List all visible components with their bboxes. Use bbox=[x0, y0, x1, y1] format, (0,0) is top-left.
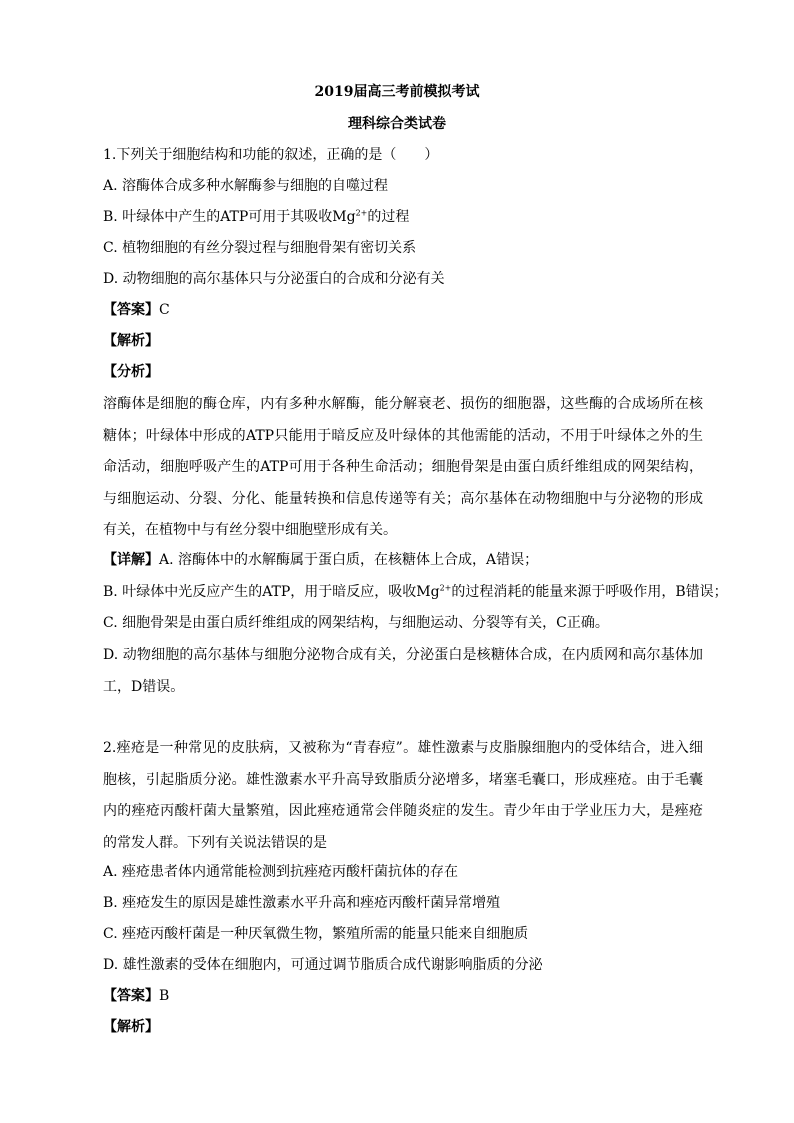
q1-option-c: C. 植物细胞的有丝分裂过程与细胞骨架有密切关系 bbox=[103, 240, 417, 256]
answer-value: C bbox=[159, 302, 170, 318]
answer-value: B bbox=[159, 988, 170, 1004]
q1-option-b bbox=[103, 207, 703, 227]
q1-option-d: D. 动物细胞的高尔基体只与分泌蛋白的合成和分泌有关 bbox=[103, 271, 445, 287]
detail-b-tail: 的过程消耗的能量来源于呼吸作用，B错误； bbox=[451, 584, 728, 600]
q2-option-c: C. 痤疮丙酸杆菌是一种厌氧微生物，繁殖所需的能量只能来自细胞质 bbox=[103, 926, 529, 942]
q2-answer bbox=[103, 986, 703, 1006]
detail-label: 【详解】 bbox=[103, 552, 159, 568]
question-2-stem: 2.痤疮是一种常见的皮肤病，又被称为“青春痘”。雄性激素与皮脂腺细胞内的受体结合，进入细胞核，引起脂质分泌。雄性激素水平升高导致脂质分泌增多，堵塞毛囊口，形成痤疮。由于毛囊内的痤疮丙酸杆菌大量繁殖，因此痤疮通常会伴随炎症的发生。青少年由于学业压力大，是痤疮的常发人群。下列有关说法错误的是 bbox=[103, 740, 703, 851]
answer-label: 【答案】 bbox=[103, 988, 159, 1004]
q1-option-a: A. 溶酶体合成多种水解酶参与细胞的自噬过程 bbox=[103, 178, 389, 194]
q1-detail-b bbox=[103, 582, 728, 602]
exam-title: 2019届高三考前模拟考试 bbox=[314, 84, 480, 100]
answer-label: 【答案】 bbox=[103, 302, 159, 318]
q1-answer bbox=[103, 300, 703, 320]
q1-fenxi-label: 【分析】 bbox=[103, 364, 159, 380]
q1-option-b-tail: 的过程 bbox=[367, 209, 410, 225]
q1-option-b-superscript: 2+ bbox=[355, 208, 368, 218]
detail-b-text: B. 叶绿体中光反应产生的ATP，用于暗反应，吸收Mg bbox=[103, 584, 440, 600]
detail-b-superscript: 2+ bbox=[439, 583, 452, 593]
q1-jiexi-label: 【解析】 bbox=[103, 333, 159, 349]
detail-a-text: A. 溶酶体中的水解酶属于蛋白质，在核糖体上合成，A错误； bbox=[159, 552, 539, 568]
exam-subtitle: 理科综合类试卷 bbox=[348, 116, 446, 132]
q2-option-d: D. 雄性激素的受体在细胞内，可通过调节脂质合成代谢影响脂质的分泌 bbox=[103, 957, 543, 973]
q2-option-a: A. 痤疮患者体内通常能检测到抗痤疮丙酸杆菌抗体的存在 bbox=[103, 864, 459, 880]
q2-jiexi-label: 【解析】 bbox=[103, 1019, 159, 1035]
q1-option-b-text: B. 叶绿体中产生的ATP可用于其吸收Mg bbox=[103, 209, 356, 225]
q1-analysis-paragraph: 溶酶体是细胞的酶仓库，内有多种水解酶，能分解衰老、损伤的细胞器，这些酶的合成场所在核糖体；叶绿体中形成的ATP只能用于暗反应及叶绿体的其他需能的活动，不用于叶绿体之外的生命活动，细胞呼吸产生的ATP可用于各种生命活动；细胞骨架是由蛋白质纤维组成的网架结构，与细胞运动、分裂、分化、能量转换和信息传递等有关；高尔基体在动物细胞中与分泌物的形成有关，在植物中与有丝分裂中细胞壁形成有关。 bbox=[103, 396, 703, 538]
q2-option-b: B. 痤疮发生的原因是雄性激素水平升高和痤疮丙酸杆菌异常增殖 bbox=[103, 895, 501, 911]
q1-detail-d: D. 动物细胞的高尔基体与细胞分泌物合成有关，分泌蛋白是核糖体合成，在内质网和高尔基体加工，D错误。 bbox=[103, 647, 703, 695]
q1-detail-a bbox=[103, 550, 703, 570]
question-1-stem: 1.下列关于细胞结构和功能的叙述，正确的是（ ） bbox=[103, 147, 439, 163]
q1-detail-c: C. 细胞骨架是由蛋白质纤维组成的网架结构，与细胞运动、分裂等有关，C正确。 bbox=[103, 615, 609, 631]
